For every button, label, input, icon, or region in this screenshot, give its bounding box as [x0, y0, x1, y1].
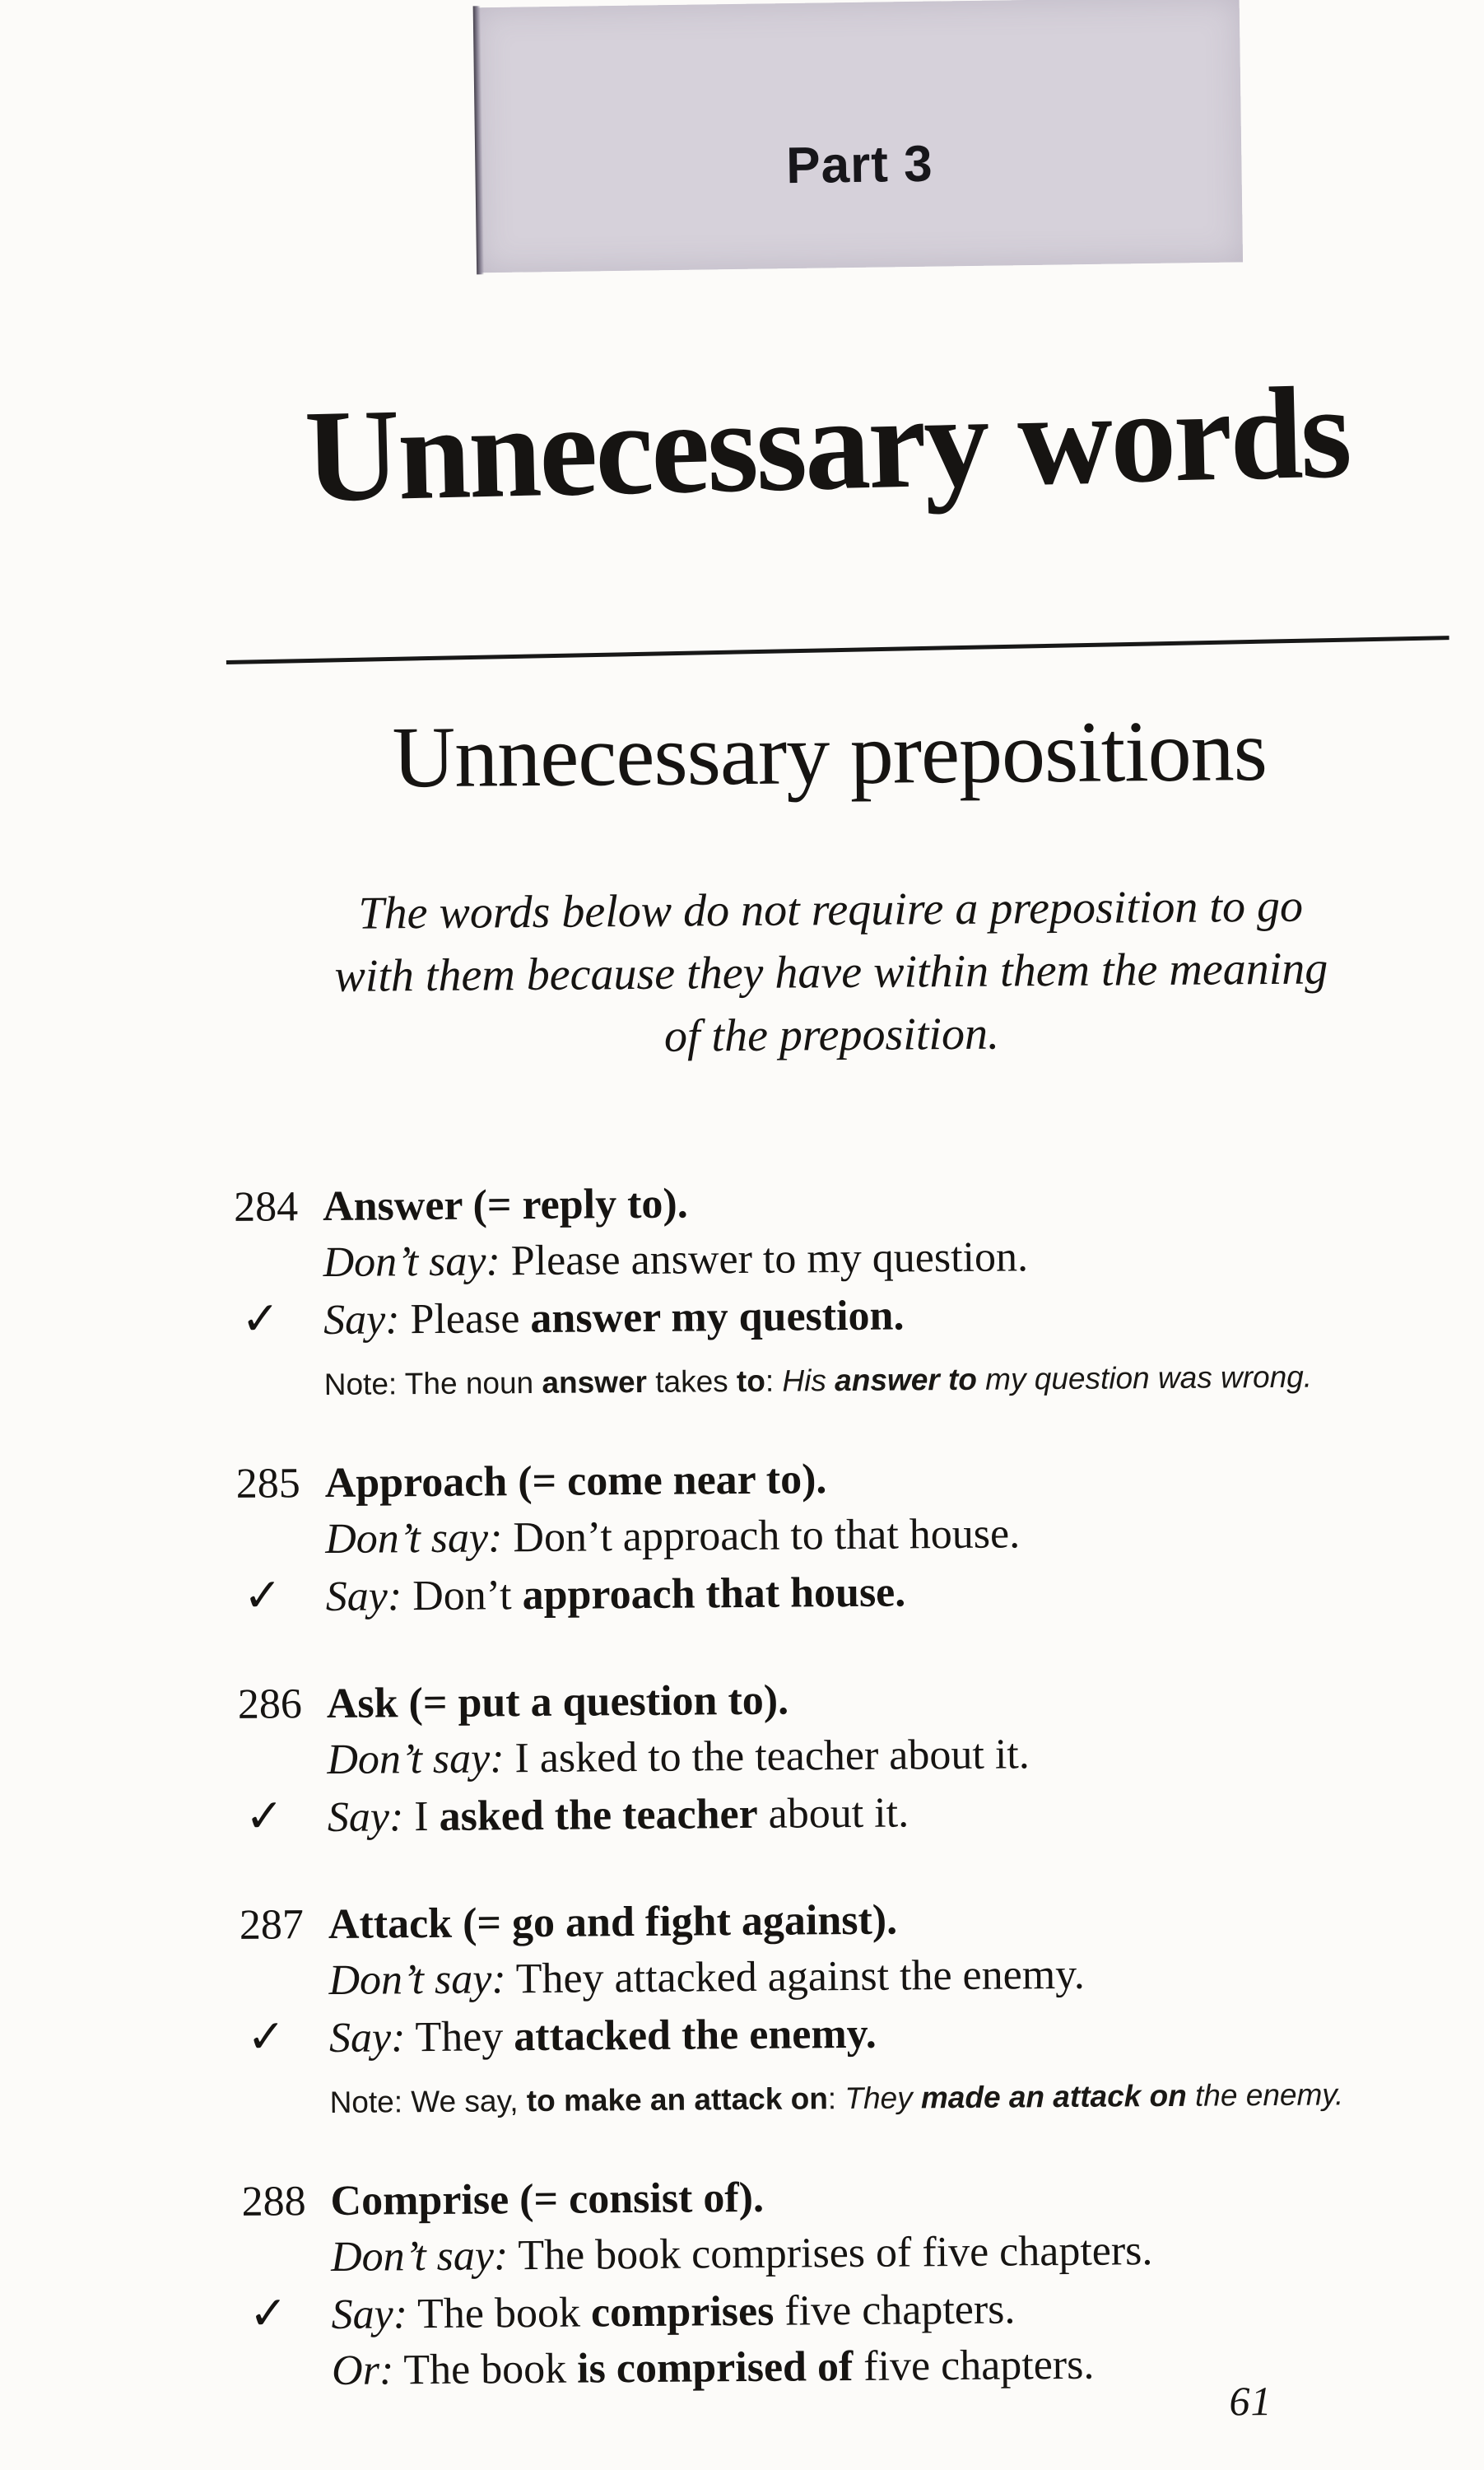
main-title: Unnecessary words — [303, 358, 1351, 530]
part-label: Part 3 — [785, 135, 933, 194]
note-row — [240, 2058, 1467, 2123]
say-line: Say: The book comprises five chapters. — [331, 2286, 1016, 2338]
entry-number: 287 — [239, 1901, 305, 1949]
entry-number: 286 — [237, 1680, 303, 1728]
say-line: Say: They attacked the enemy. — [328, 2010, 877, 2062]
say-row — [239, 1779, 1466, 1847]
section-title: Unnecessary prepositions — [392, 701, 1268, 806]
dont-say-line: Don’t say: The book comprises of five chapters. — [330, 2227, 1153, 2281]
checkmark-icon: ✓ — [240, 1293, 281, 1345]
divider-rule — [226, 636, 1449, 664]
note-row — [235, 1340, 1461, 1405]
checkmark-icon: ✓ — [249, 2288, 288, 2340]
intro-line: of the preposition. — [663, 1008, 1000, 1062]
entry-286 — [238, 1667, 1466, 1847]
gutter-spacer — [243, 2384, 332, 2385]
dont-say-row — [242, 2221, 1468, 2286]
entry-288 — [241, 2165, 1469, 2400]
dont-say-row — [236, 1503, 1463, 1568]
checkmark-icon: ✓ — [246, 2011, 286, 2063]
dont-say-row — [240, 1944, 1466, 2010]
dont-say-line: Don’t say: I asked to the teacher about it. — [327, 1731, 1030, 1783]
gutter-spacer — [242, 2271, 331, 2272]
dont-say-line: Don’t say: Please answer to my question. — [323, 1233, 1029, 1287]
entry-heading-row — [241, 2165, 1468, 2230]
entry-headword: Attack (= go and fight against). — [328, 1896, 898, 1948]
entry-heading-row — [235, 1447, 1462, 1512]
gutter-spacer — [235, 1395, 324, 1396]
intro-line: The words below do not require a preposition to go — [358, 880, 1304, 939]
say-row — [237, 1559, 1464, 1626]
dont-say-line: Don’t say: Don’t approach to that house. — [325, 1510, 1021, 1563]
entry-headword: Answer (= reply to). — [322, 1180, 688, 1231]
checkmark-icon: ✓ — [243, 1570, 282, 1622]
entry-headword: Comprise (= consist of). — [330, 2174, 765, 2225]
checkmark-icon: ✓ — [244, 1791, 285, 1843]
dont-say-row — [238, 1723, 1464, 1789]
say-row — [242, 2277, 1469, 2344]
entry-heading-row — [238, 1667, 1464, 1733]
note-line: Note: We say, to make an attack on: They made an attack on the enemy. — [329, 2077, 1344, 2119]
intro-text — [205, 874, 1458, 1071]
gutter-spacer — [238, 1773, 327, 1774]
entry-number: 288 — [241, 2178, 306, 2225]
entry-number: 285 — [235, 1460, 300, 1508]
or-line: Or: The book is comprised of five chapters. — [331, 2341, 1095, 2394]
say-line: Say: Please answer my question. — [323, 1292, 905, 1345]
entry-287 — [240, 1888, 1468, 2123]
say-row — [240, 2000, 1468, 2067]
entry-heading-row — [240, 1888, 1466, 1954]
gutter-spacer — [236, 1553, 325, 1554]
entry-284 — [234, 1170, 1462, 1405]
say-line: Say: I asked the teacher about it. — [327, 1789, 909, 1841]
entry-285 — [235, 1447, 1463, 1626]
dont-say-line: Don’t say: They attacked against the enemy. — [328, 1950, 1086, 2004]
entries-list — [234, 1170, 1470, 2400]
entry-number: 284 — [233, 1183, 299, 1231]
entry-heading-row — [234, 1170, 1460, 1236]
note-line: Note: The noun answer takes to: His answer to my question was wrong. — [323, 1359, 1313, 1402]
say-row — [235, 1282, 1462, 1349]
entry-headword: Approach (= come near to). — [324, 1456, 827, 1507]
part-banner — [476, 0, 1243, 273]
say-line: Say: Don’t approach that house. — [325, 1568, 906, 1620]
gutter-spacer — [240, 1994, 329, 1995]
entry-headword: Ask (= put a question to). — [326, 1676, 789, 1727]
dont-say-row — [234, 1226, 1460, 1292]
or-row — [243, 2334, 1469, 2400]
page-number: 61 — [1229, 2377, 1272, 2425]
intro-line: with them because they have within them the meaning — [334, 943, 1328, 1002]
gutter-spacer — [235, 1276, 323, 1277]
